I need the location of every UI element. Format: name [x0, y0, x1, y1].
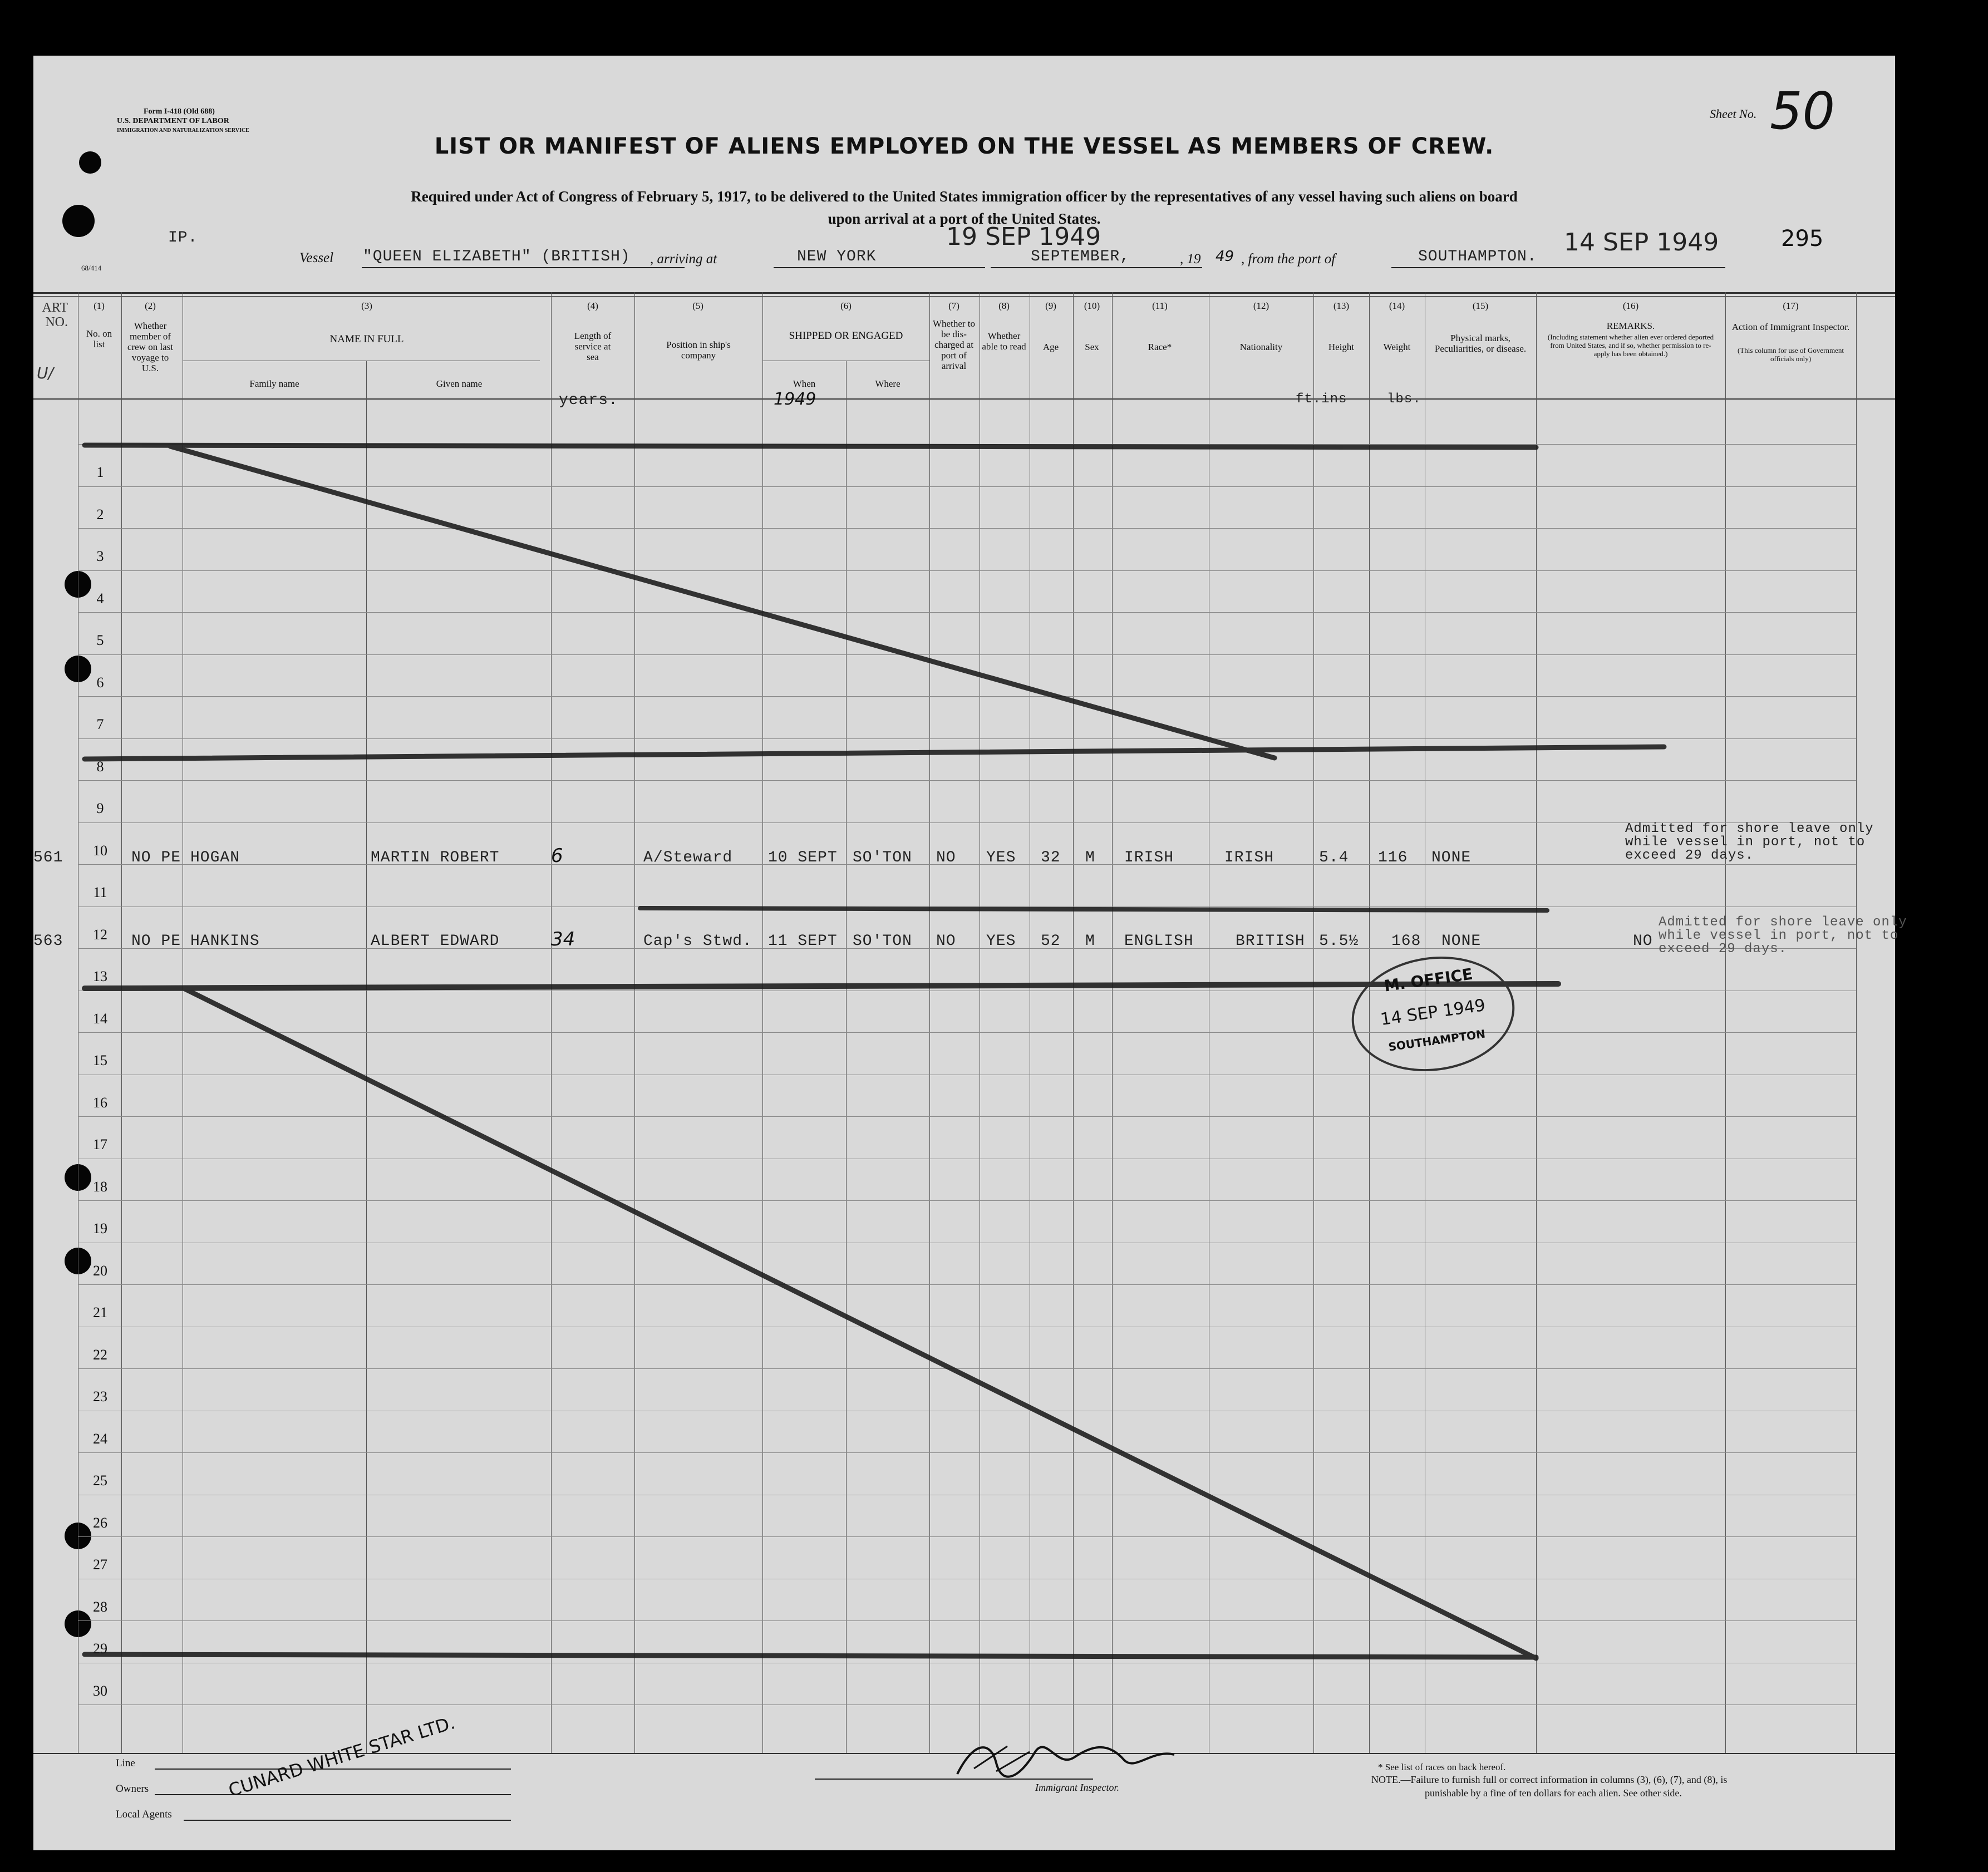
remarks-line: while vessel in port, not to — [1625, 835, 1866, 850]
row-number: 11 — [93, 884, 107, 900]
given-name-header: Given name — [436, 378, 483, 389]
discharged: NO — [936, 933, 956, 950]
height: 5.5½ — [1319, 933, 1359, 950]
physical-marks: NONE — [1441, 933, 1482, 950]
art-no-label: ART NO. — [42, 300, 68, 329]
company-stamp: CUNARD WHITE STAR LTD. — [226, 1712, 457, 1801]
col-6-number: (6) — [840, 300, 852, 311]
col-2-header: Whether member of crew on last voyage to U.S. — [127, 321, 174, 373]
departure-port: SOUTHAMPTON. — [1418, 248, 1537, 265]
art-number: 563 — [33, 933, 63, 950]
year-suffix: 49 — [1216, 248, 1234, 265]
owners-label: Owners — [116, 1783, 149, 1795]
race: IRISH — [1124, 849, 1174, 866]
row-number: 16 — [93, 1095, 107, 1111]
ip-mark: IP. — [168, 229, 198, 247]
col-1-number: (1) — [94, 300, 105, 311]
col-3-header: NAME IN FULL — [329, 333, 404, 345]
row-number: 24 — [93, 1431, 107, 1447]
col-10-header: Sex — [1085, 342, 1099, 352]
family-name: HANKINS — [190, 933, 260, 950]
age: 52 — [1041, 933, 1061, 950]
nationality: BRITISH — [1236, 933, 1305, 950]
able-to-read: YES — [986, 849, 1016, 866]
col-14-number: (14) — [1389, 300, 1405, 311]
row-number: 6 — [96, 674, 104, 691]
col-2-number: (2) — [145, 300, 156, 311]
height: 5.4 — [1319, 849, 1349, 866]
col-17-header: Action of Immigrant Inspector. — [1731, 322, 1850, 332]
crew-last-voyage: NO PE — [131, 849, 181, 866]
stamp-location: SOUTHAMPTON — [1387, 1027, 1487, 1054]
row-number: 13 — [93, 968, 107, 984]
col-10-number: (10) — [1084, 300, 1100, 311]
position: A/Steward — [643, 849, 733, 866]
vessel-label: Vessel — [299, 250, 334, 265]
given-name: ALBERT EDWARD — [371, 933, 500, 950]
height-unit: ft.ins — [1296, 392, 1347, 407]
nationality: IRISH — [1224, 849, 1275, 866]
family-name-header: Family name — [249, 378, 299, 389]
col-17-number: (17) — [1783, 300, 1799, 311]
col-7-number: (7) — [948, 300, 959, 311]
row-number: 25 — [93, 1472, 107, 1489]
col-3-number: (3) — [361, 300, 372, 311]
remarks-prefix: NO — [1633, 933, 1653, 950]
service-name: IMMIGRATION AND NATURALIZATION SERVICE — [117, 127, 249, 134]
sex: M — [1085, 933, 1095, 950]
remarks-line: exceed 29 days. — [1625, 848, 1754, 863]
col-15-number: (15) — [1472, 300, 1489, 311]
col-16-number: (16) — [1622, 300, 1639, 311]
row-number: 23 — [93, 1388, 107, 1405]
col-16-note: (Including statement whether alien ever ordered deported from United States, and if so, whether permission to re-apply has been obtained.) — [1547, 333, 1714, 358]
penalty-note-1: NOTE.—Failure to furnish full or correct information in columns (3), (6), (7), and (8), is — [1371, 1774, 1728, 1785]
race: ENGLISH — [1124, 933, 1194, 950]
col-17-note: (This column for use of Government officials only) — [1738, 346, 1844, 363]
arrival-date-stamp: 19 SEP 1949 — [946, 223, 1101, 251]
subtitle-line-1: Required under Act of Congress of February 5, 1917, to be delivered to the United States immigration officer by the representatives of any vessel having such aliens on board — [411, 188, 1518, 205]
col-15-header: Physical marks, Peculiarities, or disease. — [1434, 333, 1527, 354]
age: 32 — [1041, 849, 1061, 866]
row-number: 21 — [93, 1304, 107, 1321]
service-years: 6 — [551, 845, 563, 867]
col-11-number: (11) — [1152, 300, 1168, 311]
row-number: 18 — [93, 1179, 107, 1195]
family-name: HOGAN — [190, 849, 240, 866]
col-13-number: (13) — [1333, 300, 1350, 311]
given-name: MARTIN ROBERT — [371, 849, 500, 866]
col-7-header: Whether to be dis-charged at port of arrival — [933, 318, 975, 371]
sex: M — [1085, 849, 1095, 866]
row-number: 29 — [93, 1641, 107, 1657]
col-12-header: Nationality — [1239, 342, 1283, 352]
inspector-signature — [941, 1730, 1191, 1785]
row-number: 9 — [96, 800, 104, 816]
arrival-port: NEW YORK — [797, 248, 877, 265]
col-5-number: (5) — [692, 300, 703, 311]
remarks-line: exceed 29 days. — [1659, 942, 1788, 957]
col-6-header: SHIPPED OR ENGAGED — [789, 330, 903, 342]
row-number: 15 — [93, 1052, 107, 1068]
col-8-header: Whether able to read — [982, 331, 1026, 352]
shipped-when: 10 SEPT — [768, 849, 838, 866]
reference-number: 295 — [1781, 226, 1824, 252]
row-number: 30 — [93, 1683, 107, 1699]
col-16-header: REMARKS. — [1606, 321, 1655, 331]
row-number: 4 — [96, 590, 104, 607]
when-header: When — [793, 378, 816, 389]
sheet-label: Sheet No. — [1710, 107, 1757, 121]
row-number: 2 — [96, 506, 104, 523]
col-11-header: Race* — [1148, 342, 1172, 352]
races-note: * See list of races on back hereof. — [1378, 1762, 1506, 1772]
remarks-line: Admitted for shore leave only — [1625, 821, 1874, 836]
department-name: U.S. DEPARTMENT OF LABOR — [117, 117, 229, 125]
departure-date-stamp: 14 SEP 1949 — [1564, 228, 1719, 257]
remarks-line: while vessel in port, not to — [1659, 928, 1899, 943]
penalty-note-2: punishable by a fine of ten dollars for each alien. See other side. — [1425, 1787, 1682, 1799]
year-prefix: , 19 — [1180, 252, 1201, 267]
col-1-header: No. on list — [86, 328, 112, 349]
shipped-where: SO'TON — [853, 849, 912, 866]
subtitle-line-2: upon arrival at a port of the United States. — [828, 210, 1101, 227]
col-12-number: (12) — [1253, 300, 1269, 311]
vessel-name: "QUEEN ELIZABETH" (BRITISH) — [363, 248, 631, 265]
row-number: 12 — [93, 927, 107, 943]
line-label: Line — [116, 1757, 135, 1769]
from-port-label: , from the port of — [1241, 252, 1336, 267]
row-number: 26 — [93, 1515, 107, 1531]
row-number: 3 — [96, 548, 104, 564]
form-code: 68/414 — [81, 264, 102, 272]
col-8-number: (8) — [998, 300, 1010, 311]
row-number: 8 — [96, 758, 104, 775]
col-9-number: (9) — [1045, 300, 1056, 311]
col-5-header: Position in ship's company — [666, 339, 731, 361]
shipped-where: SO'TON — [853, 933, 912, 950]
sheet-number: 50 — [1770, 81, 1836, 141]
col-4-header: Length of service at sea — [574, 331, 612, 362]
row-number: 19 — [93, 1220, 107, 1236]
crew-last-voyage: NO PE — [131, 933, 181, 950]
col-13-header: Height — [1328, 342, 1355, 352]
col-9-header: Age — [1042, 342, 1059, 352]
discharged: NO — [936, 849, 956, 866]
stamp-office: M. OFFICE — [1382, 964, 1474, 996]
row-number: 7 — [96, 716, 104, 732]
u-mark: U/ — [37, 364, 53, 382]
years-unit: years. — [559, 392, 618, 409]
row-number: 10 — [93, 843, 107, 859]
service-years: 34 — [551, 928, 575, 950]
weight: 168 — [1391, 933, 1421, 950]
strikeout-marks — [33, 56, 1895, 1850]
row-number: 14 — [93, 1011, 107, 1027]
art-number: 561 — [33, 849, 63, 866]
local-agents-label: Local Agents — [116, 1809, 172, 1820]
page-title: LIST OR MANIFEST OF ALIENS EMPLOYED ON THE VESSEL AS MEMBERS OF CREW. — [434, 134, 1494, 159]
arriving-label: , arriving at — [650, 252, 717, 267]
row-number: 22 — [93, 1347, 107, 1363]
row-number: 27 — [93, 1556, 107, 1573]
weight-unit: lbs. — [1387, 392, 1421, 407]
row-number: 1 — [96, 464, 104, 480]
physical-marks: NONE — [1431, 849, 1472, 866]
weight: 116 — [1378, 849, 1408, 866]
when-year: 1949 — [774, 390, 816, 409]
position: Cap's Stwd. — [643, 933, 752, 950]
col-14-header: Weight — [1383, 342, 1411, 352]
remarks-line: Admitted for shore leave only — [1659, 915, 1907, 930]
able-to-read: YES — [986, 933, 1016, 950]
stamp-date: 14 SEP 1949 — [1379, 995, 1487, 1030]
manifest-page — [33, 56, 1907, 1850]
form-number: Form I-418 (Old 688) — [144, 107, 215, 116]
row-number: 17 — [93, 1136, 107, 1152]
shipped-when: 11 SEPT — [768, 933, 838, 950]
row-number: 5 — [96, 632, 104, 648]
arrival-month: SEPTEMBER, — [1031, 248, 1130, 265]
row-number: 20 — [93, 1263, 107, 1279]
row-number: 28 — [93, 1599, 107, 1615]
col-4-number: (4) — [587, 300, 598, 311]
where-header: Where — [875, 378, 900, 389]
inspector-label: Immigrant Inspector. — [1035, 1782, 1119, 1793]
